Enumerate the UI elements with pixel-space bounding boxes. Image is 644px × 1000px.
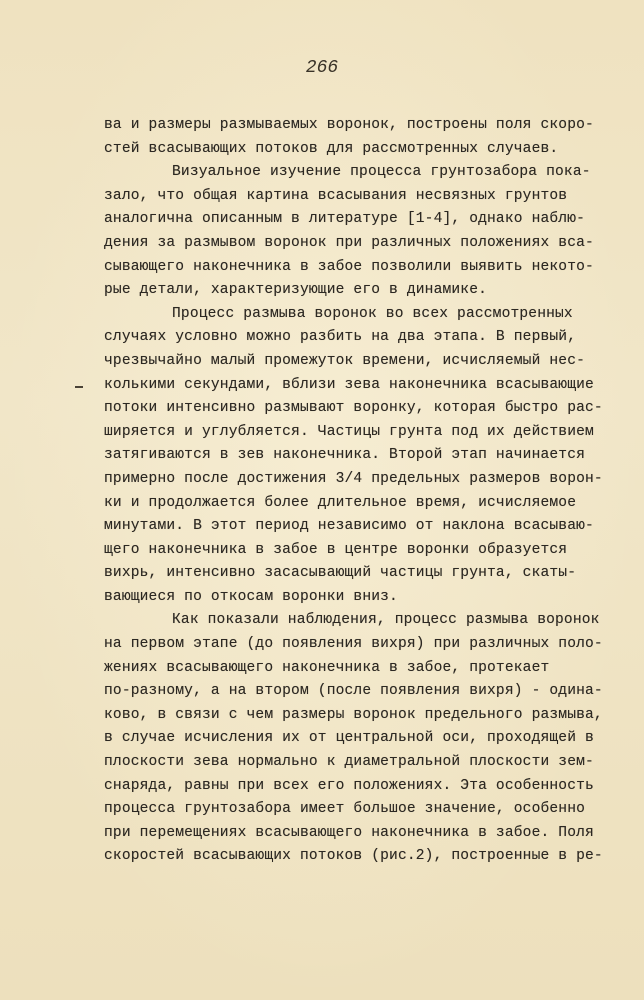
text-line: плоскости зева нормально к диаметральной плоскости зем- xyxy=(104,754,594,771)
text-line: примерно после достижения 3/4 предельных размеров ворон- xyxy=(104,470,603,487)
text-line: потоки интенсивно размывают воронку, которая быстро рас- xyxy=(104,400,603,417)
text-line: на первом этапе (до появления вихря) при различных поло- xyxy=(104,636,603,653)
text-line: ки и продолжается более длительное время, исчисляемое xyxy=(104,494,577,511)
text-line: по-разному, а на втором (после появления вихря) - одина- xyxy=(104,683,603,700)
text-line: процесса грунтозабора имеет большое значение, особенно xyxy=(104,801,586,818)
text-line: Визуальное изучение процесса грунтозабора пока- xyxy=(172,164,591,181)
text-line: при перемещениях всасывающего наконечника в забое. Поля xyxy=(104,824,594,841)
text-line: дения за размывом воронок при различных положениях вса- xyxy=(104,234,594,251)
text-line: сывающего наконечника в забое позволили выявить некото- xyxy=(104,258,594,275)
text-line: минутами. В этот период независимо от наклона всасываю- xyxy=(104,518,594,535)
text-line: Как показали наблюдения, процесс размыва воронок xyxy=(172,612,600,629)
text-line: рые детали, характеризующие его в динамике. xyxy=(104,282,488,299)
text-line: ширяется и углубляется. Частицы грунта под их действием xyxy=(104,423,594,440)
text-line: стей всасывающих потоков для рассмотренных случаев. xyxy=(104,140,559,157)
text-line: вихрь, интенсивно засасывающий частицы грунта, скаты- xyxy=(104,565,577,582)
body-text xyxy=(104,114,624,869)
text-line: снаряда, равны при всех его положениях. Эта особенность xyxy=(104,777,594,794)
text-line: Процесс размыва воронок во всех рассмотренных xyxy=(172,305,573,322)
text-line: ково, в связи с чем размеры воронок предельного размыва, xyxy=(104,706,603,723)
text-line: вающиеся по откосам воронки вниз. xyxy=(104,588,398,605)
text-line: случаях условно можно разбить на два этапа. В первый, xyxy=(104,329,577,346)
page-number: 266 xyxy=(305,58,339,78)
text-line: аналогична описанным в литературе [1-4], однако наблю- xyxy=(104,211,586,228)
text-line: колькими секундами, вблизи зева наконечника всасывающие xyxy=(104,376,594,393)
text-line: ва и размеры размываемых воронок, построены поля скоро- xyxy=(104,117,594,133)
margin-dash-mark xyxy=(75,386,83,388)
text-line: в случае исчисления их от центральной оси, проходящей в xyxy=(104,730,594,747)
text-line: зало, что общая картина всасывания несвязных грунтов xyxy=(104,187,568,204)
text-line: щего наконечника в забое в центре воронки образуется xyxy=(104,541,568,558)
text-line: жениях всасывающего наконечника в забое, протекает xyxy=(104,659,550,676)
text-line: чрезвычайно малый промежуток времени, исчисляемый нес- xyxy=(104,352,586,369)
text-line: скоростей всасывающих потоков (рис.2), построенные в ре- xyxy=(104,848,603,865)
text-line: затягиваются в зев наконечника. Второй этап начинается xyxy=(104,447,586,464)
